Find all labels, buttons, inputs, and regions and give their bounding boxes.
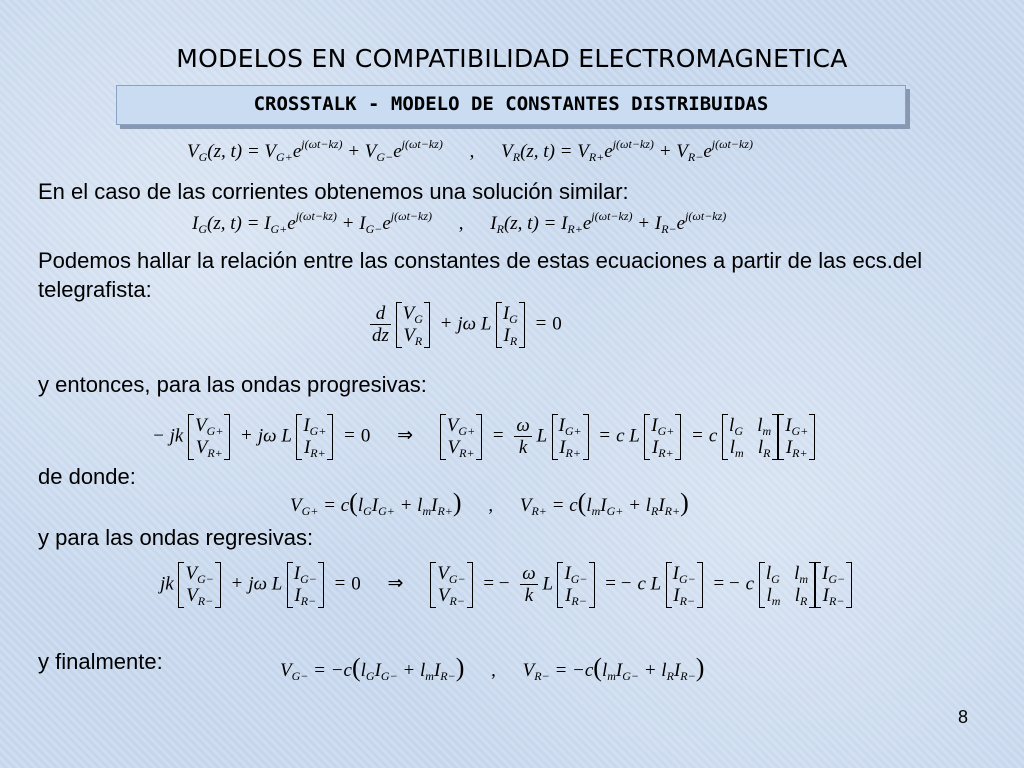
progressive-result-equation: $V_{G+} = c(l_GI_{G+} + l_mI_{R+})$ , $V_{R+} = c(l_mI_{G+} + l_RI_{R+})$	[290, 488, 689, 518]
subtitle-box	[116, 85, 906, 125]
voltage-solution-equation: $V_G(z$, $t) = V_{G+}e^{j(\omega t-kz)} + V_{G-}e^{j(\omega t-kz)}$ , $V_R(z$, $t) = V_{R+}e^{j(\omega t-kz)} + V_{R-}e^{j(\omega t-kz)}$	[187, 137, 753, 164]
from-where-text: de donde:	[38, 464, 136, 489]
regressive-result-equation: $V_{G-} = -c(l_GI_{G-} + l_mI_{R-})$ , $V_{R-} = -c(l_mI_{G-} + l_RI_{R-})$	[280, 653, 705, 683]
progressive-intro-text: y entonces, para las ondas progresivas:	[38, 372, 427, 397]
currents-intro-text: En el caso de las corrientes obtenemos una solución similar:	[38, 179, 629, 204]
page-number: 8	[957, 707, 968, 727]
regressive-intro-text: y para las ondas regresivas:	[38, 525, 314, 550]
current-solution-equation: $I_G(z$, $t) = I_{G+}e^{j(\omega t-kz)} + I_{G-}e^{j(\omega t-kz)}$ , $I_R(z$, $t) = I_{R+}e^{j(\omega t-kz)} + I_{R-}e^{j(\omega t-kz)}$	[192, 209, 727, 236]
relation-intro-text: Podemos hallar la relación entre las constantes de estas ecuaciones a partir de las ecs.del telegrafista:	[38, 248, 923, 302]
page-title: MODELOS EN COMPATIBILIDAD ELECTROMAGNETICA	[176, 44, 848, 73]
subtitle: CROSSTALK - MODELO DE CONSTANTES DISTRIBUIDAS	[253, 93, 769, 115]
telegrapher-equation: $\frac{d}{dz}$ $V_G$ $V_R$ + jω L $I_G$ $I_R$ = 0	[372, 302, 562, 348]
finally-text: y finalmente:	[38, 649, 163, 674]
progressive-wave-equation: − jk $V_{G+}$ $V_{R+}$ + jω L $I_{G+}$ $I_{R+}$ = 0 ⇒ $V_{G+}$ $V_{R+}$ = $\frac{\omega}{k}$ L $I_{G+}$ $I_{R+}$ = c L $I_{G+}$ $I_{R+}$ = c $l_G$ $l_m$ $l_m$ $l_R$ $I_{G+}$ $I_{R+}$	[152, 414, 815, 460]
regressive-wave-equation: jk $V_{G-}$ $V_{R-}$ + jω L $I_{G-}$ $I_{R-}$ = 0 ⇒ $V_{G-}$ $V_{R-}$ = − $\frac{\omega}{k}$ L $I_{G-}$ $I_{R-}$ = − c L $I_{G-}$ $I_{R-}$ = − c $l_G$ $l_m$ $l_m$ $l_R$ $I_{G-}$ $I_{R-}$	[160, 562, 852, 608]
